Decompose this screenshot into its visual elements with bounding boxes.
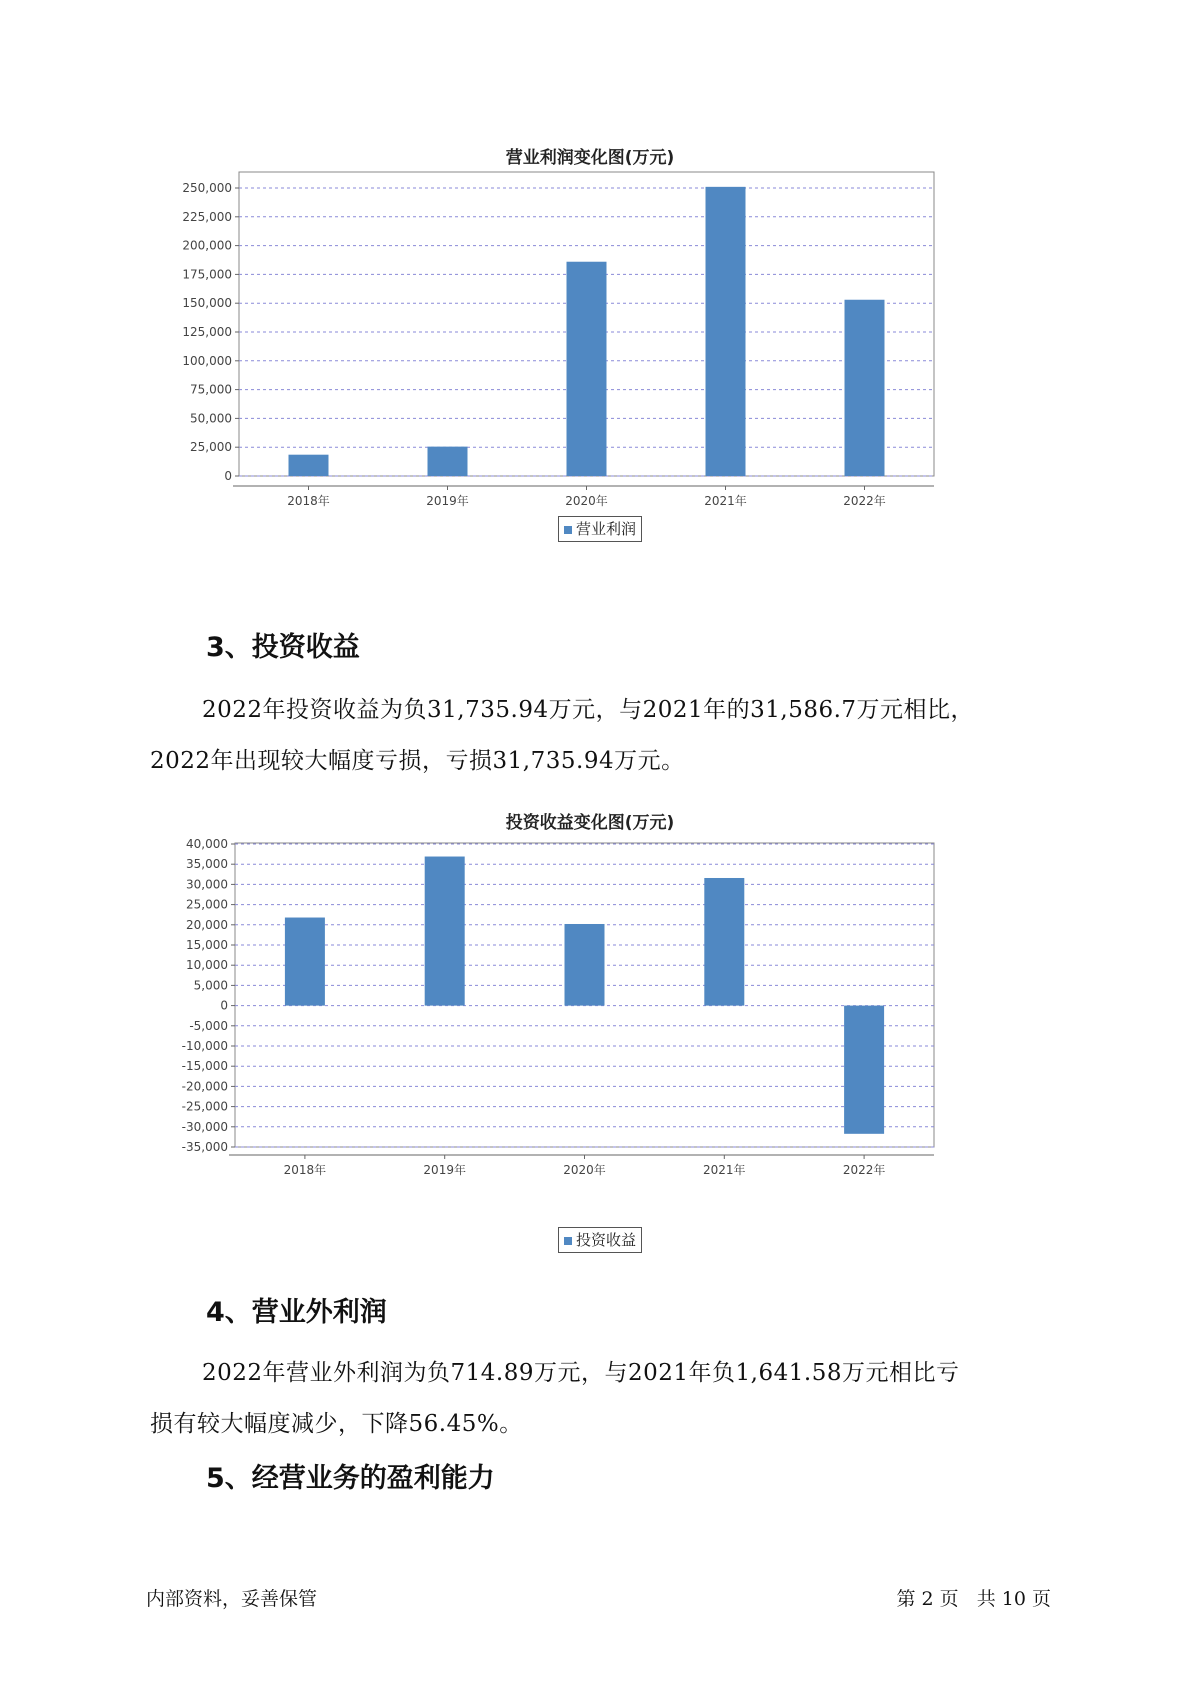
section-heading-investment-income: 3、投资收益	[206, 632, 360, 663]
footer-page-number: 第 2 页 共 10 页	[896, 1588, 1051, 1610]
paragraph-line: 2022年出现较大幅度亏损，亏损31,735.94万元。	[150, 748, 685, 774]
paragraph-line: 2022年投资收益为负31,735.94万元，与2021年的31,586.7万元相比，	[202, 697, 975, 723]
legend-swatch	[564, 1237, 572, 1245]
y-tick-label: 75,000	[190, 382, 232, 397]
section-heading-non-operating-profit: 4、营业外利润	[206, 1297, 387, 1328]
bar	[567, 262, 607, 476]
y-tick-label: 30,000	[186, 877, 228, 892]
chart-title: 投资收益变化图(万元)	[505, 813, 675, 833]
y-tick-label: 15,000	[186, 938, 228, 952]
y-tick-label: -20,000	[181, 1079, 228, 1094]
operating-profit-chart	[150, 140, 1030, 560]
chart-plot	[150, 170, 1030, 550]
y-tick-label: 35,000	[186, 857, 228, 872]
x-tick-label: 2019年	[423, 1163, 466, 1177]
y-tick-label: -5,000	[189, 1018, 228, 1033]
legend-label: 营业利润	[576, 520, 637, 538]
chart-legend	[558, 516, 642, 542]
bar	[845, 300, 885, 476]
y-tick-label: 225,000	[182, 209, 232, 224]
y-tick-label: -15,000	[181, 1059, 228, 1074]
y-tick-label: 50,000	[190, 411, 232, 426]
x-tick-label: 2021年	[703, 1163, 746, 1177]
y-tick-label: 20,000	[186, 917, 228, 932]
chart-legend	[558, 1227, 642, 1253]
x-tick-label: 2021年	[704, 494, 747, 508]
x-tick-label: 2022年	[842, 1163, 886, 1177]
x-tick-label: 2020年	[563, 1163, 606, 1177]
y-tick-label: 5,000	[193, 978, 228, 993]
y-tick-label: 200,000	[182, 238, 232, 253]
x-tick-label: 2020年	[565, 494, 608, 508]
bar	[706, 187, 746, 476]
legend-swatch	[564, 526, 572, 534]
y-tick-label: 0	[220, 998, 228, 1013]
y-tick-label: 100,000	[182, 353, 232, 368]
bar	[704, 878, 744, 1006]
y-tick-label: 40,000	[186, 837, 228, 851]
section-heading-profitability: 5、经营业务的盈利能力	[206, 1463, 495, 1494]
y-tick-label: 150,000	[182, 296, 232, 311]
y-tick-label: 25,000	[190, 440, 232, 455]
investment-income-chart	[150, 805, 1030, 1249]
bar	[844, 1006, 884, 1134]
bar	[565, 924, 605, 1006]
x-tick-label: 2018年	[287, 494, 330, 508]
bar	[428, 447, 468, 476]
x-tick-label: 2022年	[843, 494, 886, 508]
x-tick-label: 2019年	[426, 494, 469, 508]
x-tick-label: 2018年	[283, 1163, 327, 1177]
bar	[289, 455, 329, 476]
y-tick-label: -35,000	[181, 1140, 228, 1154]
chart-title: 营业利润变化图(万元)	[505, 148, 675, 168]
y-tick-label: -10,000	[181, 1039, 228, 1053]
bar	[285, 918, 325, 1006]
paragraph-investment-income	[150, 685, 1050, 787]
footer-confidential-note: 内部资料，妥善保管	[146, 1588, 318, 1610]
y-tick-label: 250,000	[182, 181, 232, 195]
y-tick-label: 125,000	[182, 325, 232, 339]
y-tick-label: 175,000	[182, 267, 232, 282]
paragraph-non-operating-profit	[150, 1348, 1050, 1450]
paragraph-line: 损有较大幅度减少，下降56.45%。	[150, 1411, 523, 1437]
chart-plot	[150, 835, 1030, 1235]
y-tick-label: 25,000	[186, 897, 228, 912]
y-tick-label: -25,000	[181, 1099, 228, 1114]
bar	[425, 857, 465, 1006]
y-tick-label: 0	[224, 469, 232, 483]
paragraph-line: 2022年营业外利润为负714.89万元，与2021年负1,641.58万元相比亏	[202, 1360, 960, 1386]
y-tick-label: -30,000	[181, 1119, 228, 1134]
y-tick-label: 10,000	[186, 958, 228, 973]
legend-label: 投资收益	[576, 1231, 637, 1249]
